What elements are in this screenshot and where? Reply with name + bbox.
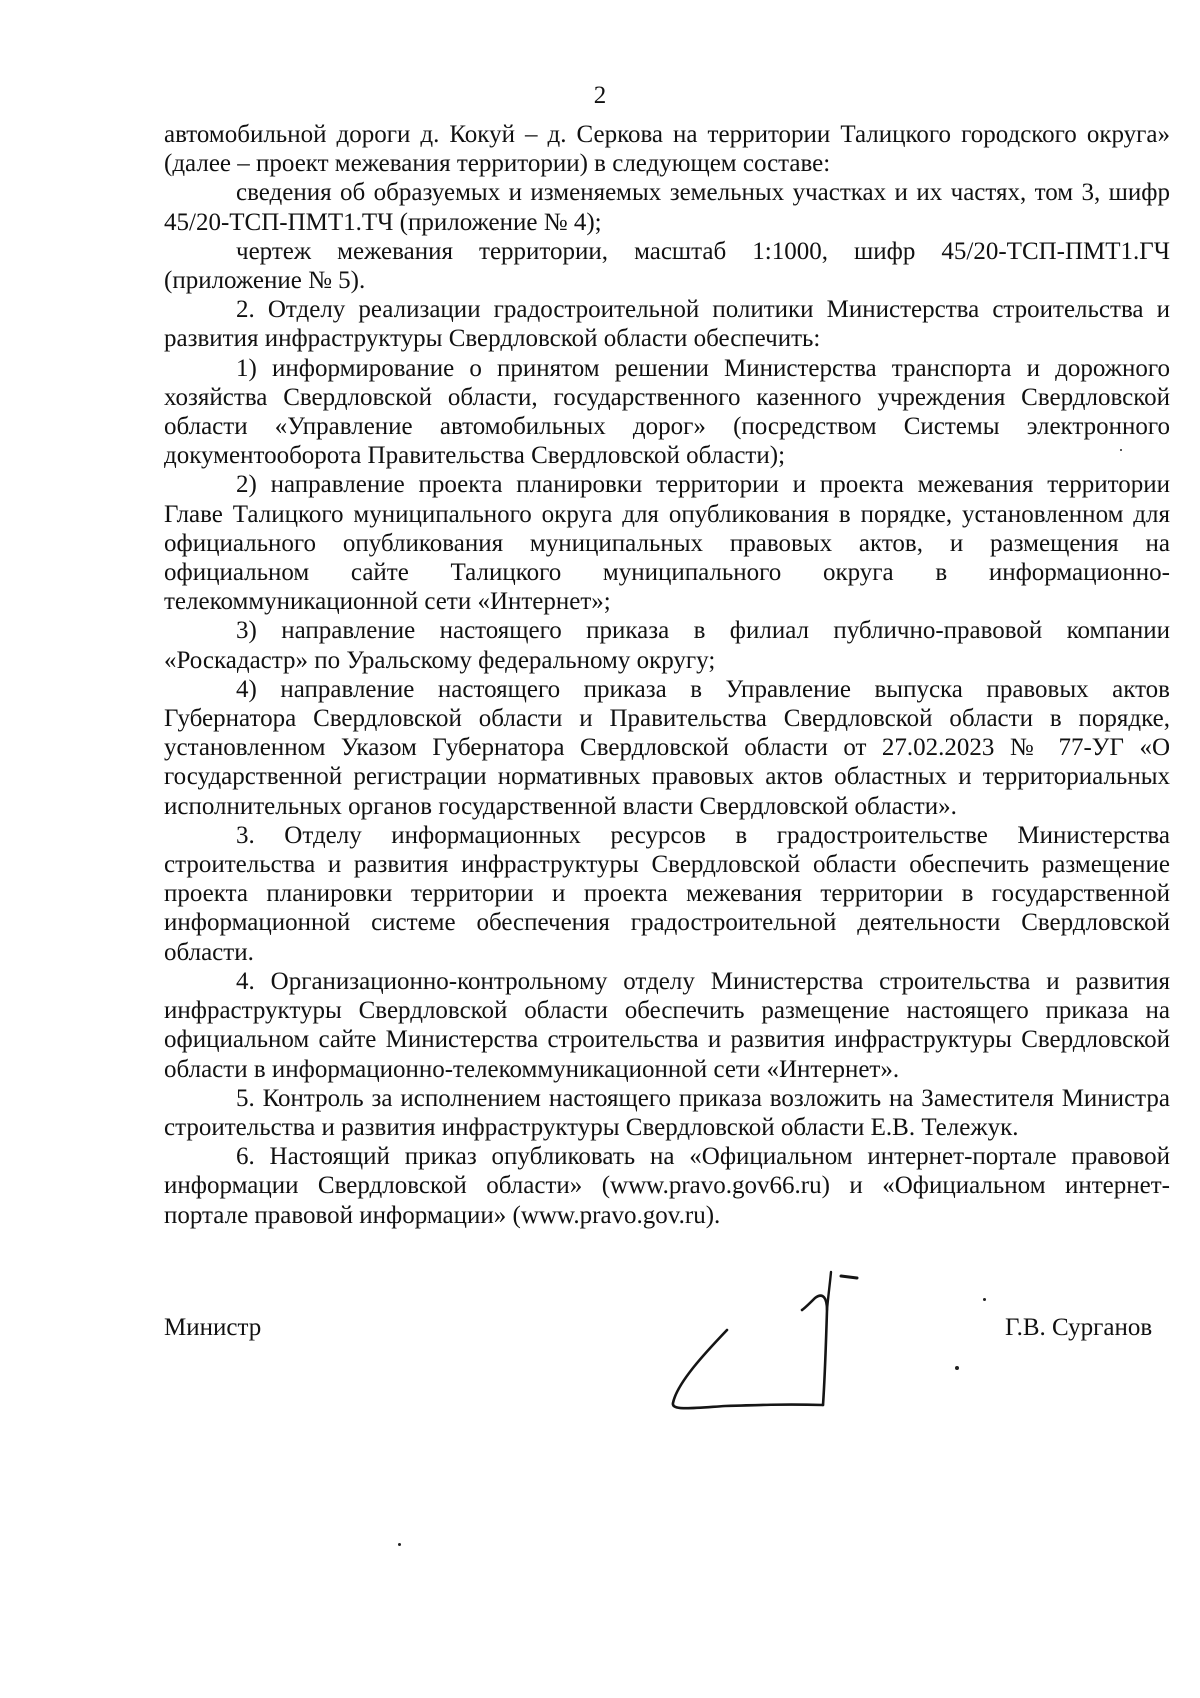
paragraph-subitem-4: 4) направление настоящего приказа в Управление выпуска правовых актов Губернатора Свердловской области и Правительства Свердловской области в порядке, установленном Указом Губернатора Свердловской области от 27.02.2023 № 77-УГ «О государственной регистрации нормативных правовых актов областных и территориальных исполнительных органов государственной власти Свердловской области». [164,675,1170,820]
paragraph-section-4: 4. Организационно-контрольному отделу Министерства строительства и развития инфраструктуры Свердловской области обеспечить размещение настоящего приказа на официальном сайте Министерства строительства и развития инфраструктуры Свердловской области в информационно-телекоммуникационной сети «Интернет». [164,967,1170,1083]
scan-speck [983,1298,986,1301]
paragraph-section-2: 2. Отделу реализации градостроительной политики Министерства строительства и развития инфраструктуры Свердловской области обеспечить: [164,296,1170,353]
handwritten-signature [665,1258,905,1418]
paragraph-subitem-2: 2) направление проекта планировки территории и проекта межевания территории Главе Талицкого муниципального округа для опубликования в порядке, установленном для официального опубликования муниципальных правовых актов, и размещения на официальном сайте Талицкого муниципального округа в информационно-телекоммуникационной сети «Интернет»; [164,471,1170,616]
paragraph-section-5: 5. Контроль за исполнением настоящего приказа возложить на Заместителя Министра строительства и развития инфраструктуры Свердловской области Е.В. Тележук. [164,1084,1170,1141]
paragraph-continuation: автомобильной дороги д. Кокуй – д. Серкова на территории Талицкого городского округа» (далее – проект межевания территории) в следующем составе: [164,121,1170,178]
scan-speck [955,1366,959,1370]
signatory-name: Г.В. Сурганов [1005,1314,1153,1341]
paragraph-subitem-1: 1) информирование о принятом решении Министерства транспорта и дорожного хозяйства Свердловской области, государственного казенного учреждения Свердловской области «Управление автомобильных дорог» (посредством Системы электронного документооборота Правительства Свердловской области); [164,354,1170,470]
paragraph-item: сведения об образуемых и изменяемых земельных участках и их частях, том 3, шифр 45/20-ТСП-ПМТ1.ТЧ (приложение № 4); [164,179,1170,236]
paragraph-subitem-3: 3) направление настоящего приказа в филиал публично-правовой компании «Роскадастр» по Уральскому федеральному округу; [164,617,1170,674]
paragraph-item: чертеж межевания территории, масштаб 1:1000, шифр 45/20-ТСП-ПМТ1.ГЧ (приложение № 5). [164,237,1170,295]
document-body [164,120,1170,1230]
page-number: 2 [593,82,607,109]
scan-speck [1120,449,1122,451]
signatory-title: Министр [164,1314,262,1341]
paragraph-section-3: 3. Отделу информационных ресурсов в градостроительстве Министерства строительства и развития инфраструктуры Свердловской области обеспечить размещение проекта планировки территории и проекта межевания территории в государственной информационной системе обеспечения градостроительной деятельности Свердловской области. [164,821,1170,966]
scan-speck [398,1543,401,1546]
paragraph-section-6: 6. Настоящий приказ опубликовать на «Официальном интернет-портале правовой информации Свердловской области» (www.pravo.gov66.ru) и «Официальном интернет-портале правовой информации» (www.pravo.gov.ru). [164,1143,1170,1229]
